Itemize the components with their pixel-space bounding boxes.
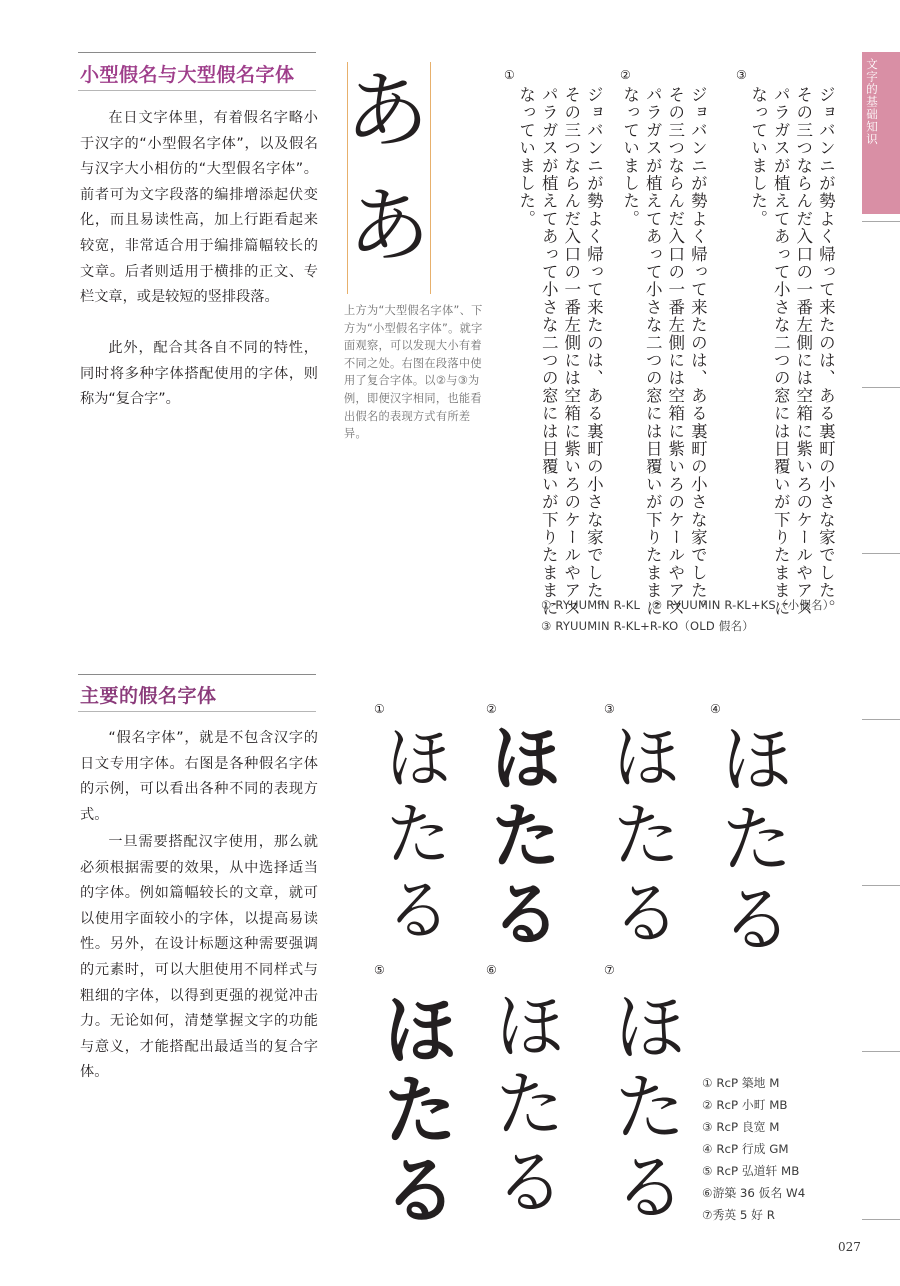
text-line: ジョバンニが勢よく帰って来たのは、ある裏町の小さな家でした。 — [688, 86, 708, 617]
body-paragraph: 一旦需要搭配汉字使用，那么就必须根据需要的效果，从中选择适当的字体。例如篇幅较长的文章，就可以使用字面较小的字体，以提高易读性。另外，在设计标题这种需要强调的元素时，可以大胆使用不同样式与粗细的字体，以得到更强的视觉冲击力。无论如何，清楚掌握文字的功能与意义，才能搭配出最适当的复合字体。 — [80, 834, 318, 1081]
text-line: その三つならんだ入口の一番左側には空箱に紫いろのケールやアス — [561, 86, 581, 617]
text-line: その三つならんだ入口の一番左側には空箱に紫いろのケールやアス — [793, 86, 813, 617]
text-line: ジョバンニが勢よく帰って来たのは、ある裏町の小さな家でした。 — [816, 86, 836, 617]
vertical-text-sample — [514, 86, 604, 617]
sample-number: ⑥ — [486, 963, 497, 977]
text-line: パラガスが植えてあって小さな二つの窓には日覆いが下りたままに — [539, 86, 559, 617]
guide-line — [430, 62, 431, 294]
kana-font-sample: ほたる — [601, 720, 678, 954]
sample-number: ⑦ — [604, 963, 615, 977]
sample-number: ⑤ — [374, 963, 385, 977]
sample-number: ④ — [710, 702, 721, 716]
font-legend-item: ⑤ RcP 弘道轩 MB — [702, 1164, 800, 1178]
tab-divider — [862, 1219, 900, 1220]
text-line: ジョバンニが勢よく帰って来たのは、ある裏町の小さな家でした。 — [584, 86, 604, 617]
kana-font-sample: ほたる — [482, 988, 566, 1222]
large-kana-sample: あ — [345, 62, 430, 160]
font-legend-item: ③ RcP 良宽 M — [702, 1120, 780, 1134]
font-note: ③ RYUUMIN R-KL+R-KO（OLD 假名） — [541, 619, 754, 633]
section-rule — [78, 90, 316, 91]
text-line: その三つならんだ入口の一番左側には空箱に紫いろのケールやアス — [665, 86, 685, 617]
font-note: ① RYUUMIN R-KL ② RYUUMIN R-KL+KS（小假名） — [541, 598, 835, 612]
kana-font-sample: ほたる — [373, 722, 452, 950]
section-rule — [78, 711, 316, 712]
kana-font-sample: ほたる — [370, 990, 459, 1230]
sample-number: ③ — [604, 702, 615, 716]
small-kana-sample: あ — [348, 179, 431, 274]
body-paragraph: “假名字体”，就是不包含汉字的日文专用字体。右图是各种假名字体的示例，可以看出各种不同的表现方式。 — [80, 730, 318, 823]
sample-number: ② — [620, 68, 631, 82]
vertical-text-sample — [618, 86, 708, 617]
font-legend-item: ④ RcP 行成 GM — [702, 1142, 789, 1156]
text-line: パラガスが植えてあって小さな二つの窓には日覆いが下りたままに — [643, 86, 663, 617]
tab-divider — [862, 719, 900, 720]
font-legend-item: ① RcP 築地 M — [702, 1076, 780, 1090]
text-line: なっていました。 — [516, 86, 536, 228]
section-rule — [78, 674, 316, 675]
text-line: パラガスが植えてあって小さな二つの窓には日覆いが下りたままに — [771, 86, 791, 617]
section-title: 主要的假名字体 — [80, 685, 217, 707]
font-legend-item: ② RcP 小町 MB — [702, 1098, 788, 1112]
kana-font-sample: ほたる — [708, 720, 794, 960]
page-number: 027 — [838, 1240, 861, 1254]
section-rule — [78, 52, 316, 53]
kana-font-sample: ほたる — [478, 720, 562, 954]
sample-number: ③ — [736, 68, 747, 82]
figure-caption: 上方为“大型假名字体”、下方为“小型假名字体”。就字面观察，可以发现大小有着不同之处。右图在段落中使用了复合字体。以②与③为例，即便汉字相同，也能看出假名的表现方式有所差异。 — [344, 304, 483, 441]
section-title: 小型假名与大型假名字体 — [80, 64, 295, 86]
chapter-tab-label: 文字的基础知识 — [865, 58, 879, 146]
tab-divider — [862, 553, 900, 554]
sample-number: ① — [504, 68, 515, 82]
kana-font-sample: ほたる — [602, 988, 684, 1228]
body-paragraph: 此外，配合其各自不同的特性，同时将多种字体搭配使用的字体，则称为“复合字”。 — [80, 340, 318, 408]
sample-number: ② — [486, 702, 497, 716]
sample-number: ① — [374, 702, 385, 716]
tab-divider — [862, 885, 900, 886]
body-paragraph: 在日文字体里，有着假名字略小于汉字的“小型假名字体”，以及假名与汉字大小相仿的“大型假名字体”。前者可为文字段落的编排增添起伏变化，而且易读性高，加上行距看起来较宽，非常适合用于编排篇幅较长的文章。后者则适用于横排的正文、专栏文章，或是较短的竖排段落。 — [80, 110, 318, 306]
font-legend-item: ⑦秀英 5 好 R — [702, 1208, 775, 1222]
tab-divider — [862, 221, 900, 222]
tab-divider — [862, 1051, 900, 1052]
text-line: なっていました。 — [748, 86, 768, 228]
tab-divider — [862, 387, 900, 388]
text-line: なっていました。 — [620, 86, 640, 228]
vertical-text-sample — [746, 86, 836, 617]
font-legend-item: ⑥游築 36 仮名 W4 — [702, 1186, 806, 1200]
